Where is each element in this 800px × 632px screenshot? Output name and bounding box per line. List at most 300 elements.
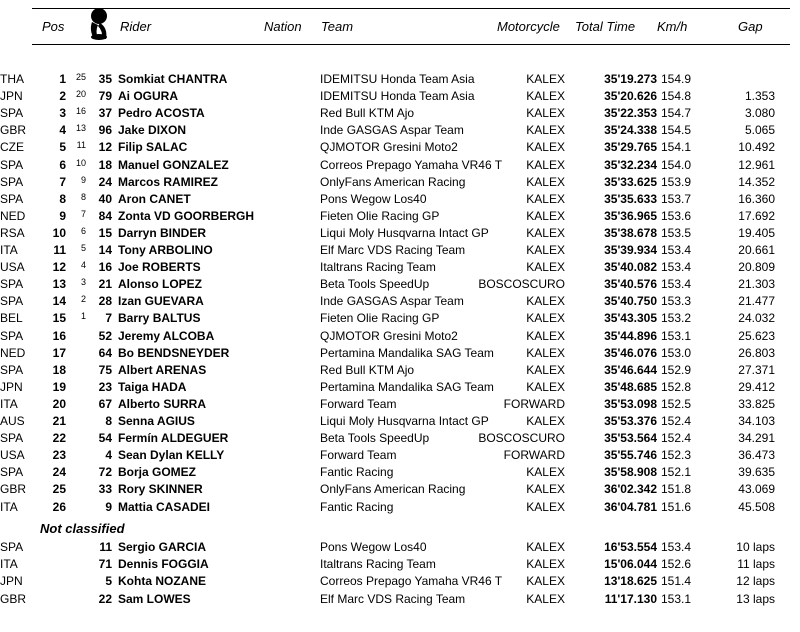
cell-time: 35'58.908 bbox=[604, 465, 657, 480]
cell-team: Fieten Olie Racing GP bbox=[320, 208, 440, 223]
cell-nation: SPA bbox=[0, 431, 24, 446]
cell-time: 35'53.564 bbox=[604, 431, 657, 446]
cell-team: Red Bull KTM Ajo bbox=[320, 106, 415, 121]
table-row bbox=[0, 174, 800, 191]
cell-kmh: 154.5 bbox=[660, 123, 691, 138]
cell-nation: SPA bbox=[0, 191, 24, 206]
cell-pts: 7 bbox=[80, 208, 86, 219]
cell-pos: 8 bbox=[59, 191, 66, 206]
table-row bbox=[0, 139, 800, 156]
cell-pos: 25 bbox=[52, 482, 66, 497]
cell-pos: 24 bbox=[52, 465, 66, 480]
cell-time: 35'44.896 bbox=[604, 328, 657, 343]
cell-kmh: 153.2 bbox=[660, 311, 691, 326]
cell-kmh: 153.4 bbox=[660, 260, 691, 275]
cell-team: Italtrans Racing Team bbox=[320, 260, 436, 275]
cell-moto: KALEX bbox=[526, 499, 565, 514]
table-row bbox=[0, 345, 800, 362]
header-gap: Gap bbox=[738, 19, 763, 34]
cell-time: 35'46.076 bbox=[604, 345, 657, 360]
cell-pos: 14 bbox=[52, 294, 66, 309]
cell-gap: 21.303 bbox=[738, 277, 775, 292]
cell-time: 35'53.098 bbox=[604, 396, 657, 411]
cell-rider: Tony ARBOLINO bbox=[118, 243, 213, 257]
cell-moto: KALEX bbox=[526, 140, 565, 155]
cell-team: IDEMITSU Honda Team Asia bbox=[320, 89, 475, 104]
cell-pos: 22 bbox=[52, 431, 66, 446]
cell-rider: Borja GOMEZ bbox=[118, 465, 197, 480]
cell-rider: Somkiat CHANTRA bbox=[118, 72, 228, 86]
cell-pos: 17 bbox=[52, 345, 66, 360]
cell-team: IDEMITSU Honda Team Asia bbox=[320, 72, 475, 86]
cell-time: 35'38.678 bbox=[604, 225, 657, 240]
cell-num: 21 bbox=[98, 277, 112, 292]
cell-pos: 23 bbox=[52, 448, 66, 463]
cell-moto: KALEX bbox=[526, 574, 565, 589]
cell-kmh: 152.4 bbox=[660, 414, 691, 428]
cell-rider: Albert ARENAS bbox=[118, 362, 207, 377]
cell-team: Correos Prepago Yamaha VR46 T bbox=[320, 574, 503, 589]
cell-num: 15 bbox=[98, 225, 112, 240]
table-row bbox=[0, 191, 800, 208]
cell-pts: 13 bbox=[75, 123, 86, 134]
cell-pos: 26 bbox=[52, 499, 66, 514]
table-row bbox=[0, 328, 800, 345]
cell-moto: KALEX bbox=[526, 225, 565, 240]
cell-kmh: 153.4 bbox=[660, 277, 691, 292]
cell-nation: AUS bbox=[0, 414, 25, 428]
cell-gap: 12 laps bbox=[736, 574, 775, 589]
table-row bbox=[0, 573, 800, 590]
cell-num: 71 bbox=[98, 557, 112, 572]
header-pos: Pos bbox=[42, 19, 65, 34]
cell-team: Inde GASGAS Aspar Team bbox=[320, 294, 464, 309]
cell-kmh: 153.0 bbox=[660, 345, 691, 360]
cell-moto: KALEX bbox=[526, 72, 565, 86]
cell-pts: 11 bbox=[76, 140, 86, 151]
cell-time: 35'20.626 bbox=[604, 89, 657, 104]
cell-rider: Alonso LOPEZ bbox=[118, 277, 202, 292]
cell-gap: 19.405 bbox=[738, 225, 775, 240]
cell-kmh: 153.9 bbox=[660, 174, 691, 189]
header-rider: Rider bbox=[120, 19, 152, 34]
cell-nation: RSA bbox=[0, 225, 25, 240]
cell-moto: KALEX bbox=[526, 482, 565, 497]
table-row bbox=[0, 259, 800, 276]
cell-rider: Ai OGURA bbox=[118, 89, 178, 104]
cell-pos: 16 bbox=[52, 328, 66, 343]
cell-num: 8 bbox=[105, 414, 112, 428]
table-row bbox=[0, 208, 800, 225]
cell-pos: 11 bbox=[53, 243, 66, 257]
cell-rider: Dennis FOGGIA bbox=[118, 557, 209, 572]
cell-gap: 34.103 bbox=[738, 414, 775, 428]
cell-kmh: 153.7 bbox=[660, 191, 691, 206]
cell-team: Fieten Olie Racing GP bbox=[320, 311, 440, 326]
cell-team: Beta Tools SpeedUp bbox=[320, 277, 430, 292]
table-row bbox=[0, 396, 800, 413]
cell-time: 36'02.342 bbox=[604, 482, 657, 497]
cell-pts: 25 bbox=[75, 72, 86, 82]
table-row bbox=[0, 157, 800, 174]
cell-num: 67 bbox=[98, 396, 112, 411]
cell-nation: JPN bbox=[0, 379, 23, 394]
cell-pos: 20 bbox=[52, 396, 66, 411]
cell-rider: Filip SALAC bbox=[118, 140, 188, 155]
cell-rider: Fermín ALDEGUER bbox=[118, 431, 229, 446]
cell-team: Forward Team bbox=[320, 448, 397, 463]
cell-team: Elf Marc VDS Racing Team bbox=[320, 591, 466, 606]
cell-kmh: 154.7 bbox=[660, 106, 691, 121]
cell-nation: BEL bbox=[0, 311, 23, 326]
header-rule-top bbox=[32, 8, 790, 9]
cell-team: Elf Marc VDS Racing Team bbox=[320, 243, 466, 257]
cell-rider: Manuel GONZALEZ bbox=[118, 157, 229, 172]
cell-rider: Sean Dylan KELLY bbox=[118, 448, 225, 463]
cell-nation: SPA bbox=[0, 465, 24, 480]
cell-num: 35 bbox=[98, 72, 112, 86]
cell-moto: FORWARD bbox=[503, 448, 565, 463]
table-row bbox=[0, 71, 800, 88]
cell-moto: KALEX bbox=[526, 294, 565, 309]
cell-rider: Mattia CASADEI bbox=[118, 499, 211, 514]
cell-pts: 2 bbox=[80, 294, 86, 305]
table-row bbox=[0, 225, 800, 242]
cell-gap: 1.353 bbox=[744, 89, 775, 104]
cell-team: QJMOTOR Gresini Moto2 bbox=[320, 140, 458, 155]
cell-pos: 10 bbox=[52, 225, 66, 240]
cell-team: Italtrans Racing Team bbox=[320, 557, 436, 572]
cell-pos: 19 bbox=[52, 379, 66, 394]
cell-kmh: 153.4 bbox=[660, 540, 691, 554]
cell-rider: Rory SKINNER bbox=[118, 482, 203, 497]
table-row bbox=[0, 310, 800, 327]
cell-team: Red Bull KTM Ajo bbox=[320, 362, 415, 377]
cell-pos: 5 bbox=[59, 140, 66, 155]
cell-pos: 15 bbox=[52, 311, 66, 326]
cell-team: Forward Team bbox=[320, 396, 397, 411]
cell-gap: 25.623 bbox=[738, 328, 775, 343]
cell-rider: Sergio GARCIA bbox=[118, 540, 207, 554]
table-row bbox=[0, 242, 800, 259]
cell-rider: Darryn BINDER bbox=[118, 225, 207, 240]
cell-gap: 10 laps bbox=[736, 540, 775, 554]
cell-nation: ITA bbox=[0, 499, 18, 514]
cell-gap: 43.069 bbox=[738, 482, 775, 497]
cell-gap: 12.961 bbox=[738, 157, 775, 172]
cell-gap: 3.080 bbox=[744, 106, 775, 121]
cell-gap: 36.473 bbox=[738, 448, 775, 463]
cell-rider: Zonta VD GOORBERGH bbox=[118, 208, 255, 223]
cell-gap: 17.692 bbox=[738, 208, 775, 223]
cell-kmh: 152.5 bbox=[660, 396, 691, 411]
cell-moto: FORWARD bbox=[503, 396, 565, 411]
cell-pos: 1 bbox=[59, 72, 66, 86]
cell-rider: Jeremy ALCOBA bbox=[118, 328, 215, 343]
cell-kmh: 153.5 bbox=[660, 225, 691, 240]
table-row bbox=[0, 362, 800, 379]
cell-gap: 26.803 bbox=[738, 345, 775, 360]
cell-num: 79 bbox=[98, 89, 112, 104]
cell-gap: 11 laps bbox=[737, 557, 775, 572]
cell-pts: 10 bbox=[75, 157, 86, 168]
cell-nation: GBR bbox=[0, 482, 27, 497]
table-row bbox=[0, 447, 800, 464]
cell-kmh: 153.1 bbox=[660, 591, 691, 606]
cell-num: 11 bbox=[99, 540, 112, 554]
cell-nation: SPA bbox=[0, 294, 24, 309]
table-row bbox=[0, 539, 800, 556]
cell-rider: Sam LOWES bbox=[118, 591, 191, 606]
cell-team: Pertamina Mandalika SAG Team bbox=[320, 379, 494, 394]
cell-moto: KALEX bbox=[526, 414, 565, 428]
cell-num: 18 bbox=[98, 157, 112, 172]
cell-rider: Izan GUEVARA bbox=[118, 294, 204, 309]
cell-gap: 33.825 bbox=[738, 396, 775, 411]
cell-time: 36'04.781 bbox=[604, 499, 657, 514]
cell-time: 11'17.130 bbox=[604, 591, 657, 606]
cell-gap: 39.635 bbox=[738, 465, 775, 480]
cell-kmh: 153.4 bbox=[660, 243, 691, 257]
cell-nation: SPA bbox=[0, 328, 24, 343]
cell-rider: Barry BALTUS bbox=[118, 311, 201, 326]
cell-team: Fantic Racing bbox=[320, 465, 394, 480]
cell-moto: KALEX bbox=[526, 191, 565, 206]
cell-rider: Taiga HADA bbox=[118, 379, 187, 394]
header-motorcycle: Motorcycle bbox=[497, 19, 560, 34]
cell-gap: 45.508 bbox=[738, 499, 775, 514]
cell-gap: 34.291 bbox=[738, 431, 775, 446]
cell-time: 35'40.576 bbox=[604, 277, 657, 292]
cell-nation: USA bbox=[0, 448, 25, 463]
cell-kmh: 151.4 bbox=[660, 574, 691, 589]
cell-moto: BOSCOSCURO bbox=[478, 431, 565, 446]
cell-moto: KALEX bbox=[526, 465, 565, 480]
cell-pts: 5 bbox=[80, 243, 86, 253]
cell-num: 22 bbox=[98, 591, 112, 606]
cell-num: 72 bbox=[98, 465, 112, 480]
table-row bbox=[0, 481, 800, 498]
motorcycle-rider-icon bbox=[86, 6, 112, 42]
cell-time: 13'18.625 bbox=[604, 574, 657, 589]
cell-num: 24 bbox=[98, 174, 112, 189]
cell-nation: SPA bbox=[0, 277, 24, 292]
cell-moto: KALEX bbox=[526, 208, 565, 223]
cell-kmh: 153.6 bbox=[660, 208, 691, 223]
cell-team: Beta Tools SpeedUp bbox=[320, 431, 430, 446]
cell-rider: Jake DIXON bbox=[118, 123, 187, 138]
cell-kmh: 152.6 bbox=[660, 557, 691, 572]
cell-nation: ITA bbox=[0, 557, 18, 572]
cell-time: 35'40.082 bbox=[604, 260, 657, 275]
cell-num: 4 bbox=[105, 448, 112, 463]
cell-team: Pons Wegow Los40 bbox=[320, 191, 427, 206]
table-row bbox=[0, 88, 800, 105]
cell-team: OnlyFans American Racing bbox=[320, 174, 466, 189]
header-nation: Nation bbox=[264, 19, 302, 34]
cell-kmh: 151.6 bbox=[660, 499, 691, 514]
cell-gap: 14.352 bbox=[738, 174, 775, 189]
cell-time: 35'40.750 bbox=[604, 294, 657, 309]
cell-moto: KALEX bbox=[526, 260, 565, 275]
header-total-time: Total Time bbox=[575, 19, 636, 34]
cell-team: Correos Prepago Yamaha VR46 T bbox=[320, 157, 503, 172]
cell-time: 35'53.376 bbox=[604, 414, 657, 428]
cell-moto: KALEX bbox=[526, 123, 565, 138]
cell-time: 35'22.353 bbox=[604, 106, 657, 121]
cell-moto: KALEX bbox=[526, 311, 565, 326]
cell-time: 35'48.685 bbox=[604, 379, 657, 394]
cell-nation: JPN bbox=[0, 89, 23, 104]
cell-pts: 16 bbox=[75, 106, 86, 117]
cell-pts: 3 bbox=[80, 277, 86, 288]
cell-kmh: 152.8 bbox=[660, 379, 691, 394]
cell-nation: SPA bbox=[0, 174, 24, 189]
cell-num: 7 bbox=[105, 311, 112, 326]
cell-num: 96 bbox=[98, 123, 112, 138]
cell-gap: 24.032 bbox=[738, 311, 775, 326]
header-kmh: Km/h bbox=[657, 19, 688, 34]
cell-nation: CZE bbox=[0, 140, 24, 155]
table-row bbox=[0, 430, 800, 447]
cell-nation: GBR bbox=[0, 123, 27, 138]
cell-rider: Bo BENDSNEYDER bbox=[118, 345, 230, 360]
cell-num: 37 bbox=[98, 106, 112, 121]
cell-nation: ITA bbox=[0, 396, 18, 411]
cell-pos: 6 bbox=[59, 157, 66, 172]
cell-pos: 4 bbox=[59, 123, 66, 138]
cell-moto: KALEX bbox=[526, 89, 565, 104]
cell-gap: 5.065 bbox=[744, 123, 775, 138]
cell-time: 35'35.633 bbox=[604, 191, 657, 206]
cell-kmh: 152.4 bbox=[660, 431, 691, 446]
cell-time: 35'32.234 bbox=[604, 157, 657, 172]
not-classified-heading: Not classified bbox=[40, 521, 125, 536]
cell-num: 14 bbox=[98, 243, 112, 257]
table-row bbox=[0, 276, 800, 293]
cell-nation: THA bbox=[0, 72, 24, 86]
cell-nation: GBR bbox=[0, 591, 27, 606]
cell-nation: JPN bbox=[0, 574, 23, 589]
cell-moto: KALEX bbox=[526, 591, 565, 606]
table-row bbox=[0, 556, 800, 573]
cell-kmh: 151.8 bbox=[660, 482, 691, 497]
cell-kmh: 154.9 bbox=[660, 72, 691, 86]
results-header bbox=[0, 0, 800, 46]
cell-num: 23 bbox=[98, 379, 112, 394]
cell-nation: NED bbox=[0, 345, 26, 360]
table-row bbox=[0, 413, 800, 430]
cell-pos: 2 bbox=[59, 89, 66, 104]
cell-team: Pertamina Mandalika SAG Team bbox=[320, 345, 494, 360]
cell-nation: SPA bbox=[0, 362, 24, 377]
cell-nation: SPA bbox=[0, 540, 24, 554]
cell-num: 5 bbox=[105, 574, 112, 589]
cell-kmh: 152.1 bbox=[660, 465, 691, 480]
cell-pts: 4 bbox=[80, 260, 86, 271]
cell-gap: 27.371 bbox=[738, 362, 775, 377]
cell-time: 16'53.554 bbox=[604, 540, 657, 554]
cell-num: 12 bbox=[98, 140, 112, 155]
cell-gap: 13 laps bbox=[736, 591, 775, 606]
cell-time: 15'06.044 bbox=[604, 557, 657, 572]
table-row bbox=[0, 499, 800, 516]
cell-num: 75 bbox=[98, 362, 112, 377]
cell-team: Fantic Racing bbox=[320, 499, 394, 514]
cell-gap: 20.661 bbox=[738, 243, 775, 257]
table-row bbox=[0, 379, 800, 396]
cell-time: 35'55.746 bbox=[604, 448, 657, 463]
table-row bbox=[0, 293, 800, 310]
cell-team: OnlyFans American Racing bbox=[320, 482, 466, 497]
cell-num: 52 bbox=[98, 328, 112, 343]
cell-pos: 7 bbox=[59, 174, 66, 189]
table-row bbox=[0, 105, 800, 122]
cell-nation: ITA bbox=[0, 243, 18, 257]
cell-num: 16 bbox=[98, 260, 112, 275]
cell-pos: 3 bbox=[59, 106, 66, 121]
cell-moto: KALEX bbox=[526, 106, 565, 121]
header-rule-bottom bbox=[32, 44, 790, 45]
cell-gap: 20.809 bbox=[738, 260, 775, 275]
cell-pos: 9 bbox=[59, 208, 66, 223]
cell-team: Pons Wegow Los40 bbox=[320, 540, 427, 554]
cell-kmh: 153.1 bbox=[660, 328, 691, 343]
cell-kmh: 152.9 bbox=[660, 362, 691, 377]
cell-kmh: 154.1 bbox=[660, 140, 691, 155]
cell-gap: 29.412 bbox=[738, 379, 775, 394]
cell-team: Liqui Moly Husqvarna Intact GP bbox=[320, 225, 489, 240]
cell-time: 35'19.273 bbox=[604, 72, 657, 86]
cell-team: Liqui Moly Husqvarna Intact GP bbox=[320, 414, 489, 428]
cell-time: 35'36.965 bbox=[604, 208, 657, 223]
cell-nation: SPA bbox=[0, 157, 24, 172]
cell-kmh: 154.8 bbox=[660, 89, 691, 104]
table-row bbox=[0, 464, 800, 481]
cell-pos: 21 bbox=[52, 414, 66, 428]
cell-nation: SPA bbox=[0, 106, 24, 121]
cell-num: 54 bbox=[98, 431, 112, 446]
cell-num: 40 bbox=[98, 191, 112, 206]
cell-rider: Kohta NOZANE bbox=[118, 574, 206, 589]
cell-pts: 6 bbox=[80, 225, 86, 236]
cell-kmh: 154.0 bbox=[660, 157, 691, 172]
cell-num: 28 bbox=[98, 294, 112, 309]
cell-gap: 21.477 bbox=[738, 294, 775, 309]
cell-num: 33 bbox=[98, 482, 112, 497]
header-team: Team bbox=[321, 19, 354, 34]
cell-moto: KALEX bbox=[526, 345, 565, 360]
cell-time: 35'29.765 bbox=[604, 140, 657, 155]
cell-gap: 16.360 bbox=[738, 191, 775, 206]
table-row bbox=[0, 122, 800, 139]
cell-pts: 1 bbox=[80, 311, 86, 322]
cell-time: 35'46.644 bbox=[604, 362, 657, 377]
cell-gap: 10.492 bbox=[738, 140, 775, 155]
cell-pos: 18 bbox=[52, 362, 66, 377]
cell-nation: USA bbox=[0, 260, 25, 275]
cell-nation: NED bbox=[0, 208, 26, 223]
cell-team: QJMOTOR Gresini Moto2 bbox=[320, 328, 458, 343]
cell-num: 64 bbox=[98, 345, 112, 360]
cell-moto: KALEX bbox=[526, 557, 565, 572]
cell-time: 35'43.305 bbox=[604, 311, 657, 326]
cell-moto: KALEX bbox=[526, 379, 565, 394]
cell-rider: Joe ROBERTS bbox=[118, 260, 201, 275]
cell-pts: 9 bbox=[80, 174, 86, 185]
cell-moto: KALEX bbox=[526, 243, 565, 257]
cell-moto: BOSCOSCURO bbox=[478, 277, 565, 292]
